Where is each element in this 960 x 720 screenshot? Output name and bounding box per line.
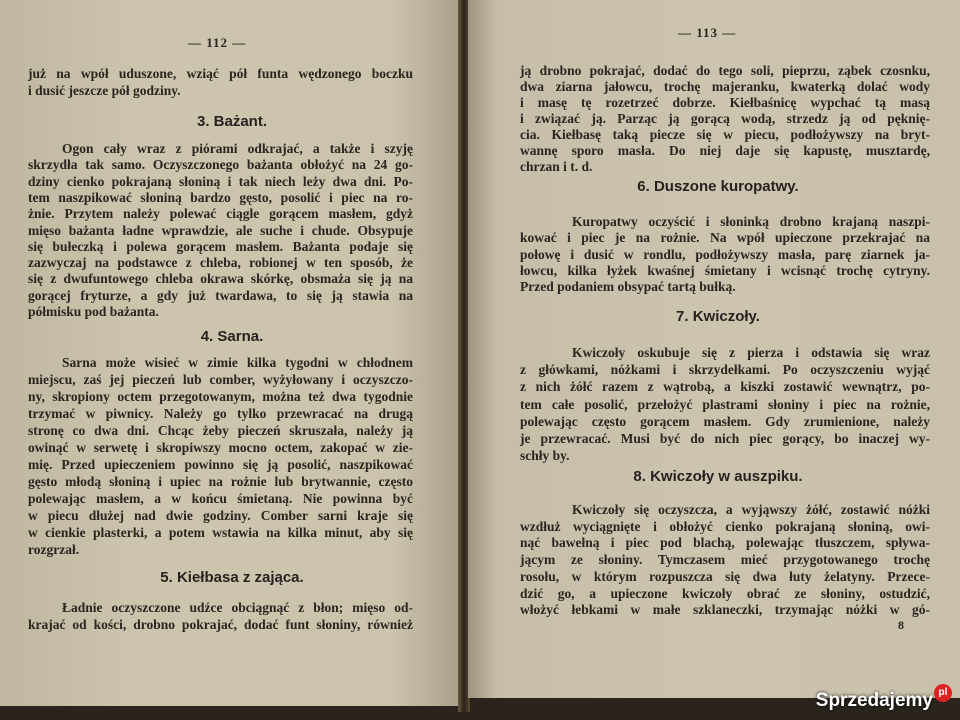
watermark-text: Sprzedajemy — [815, 690, 933, 711]
text-line: Kwiczoły oskubuje się z pierza i odstawia się wraz — [572, 345, 930, 360]
recipe-heading: 7. Kwiczoły. — [676, 308, 760, 325]
text-line: i związać ją. Parząc ją gorącą wodą, strzedz ją od pęknię- — [520, 111, 930, 126]
text-line: cia. Kiełbasę taką piecze się w piecu, podłożywszy na bryt- — [520, 127, 930, 142]
page-number: — 112 — — [188, 35, 247, 50]
text-line: się z dwufuntowego chleba okrawa skórkę, obsmaża się ją na — [28, 271, 413, 287]
recipe-heading: 5. Kiełbasa z zająca. — [160, 569, 304, 586]
signature-mark: 8 — [898, 618, 904, 632]
text-line: z główkami, nóżkami i skrzydełkami. Po oczyszczeniu wyjąć — [520, 362, 930, 378]
left-page — [0, 0, 462, 706]
text-line: Kwiczoły się oczyszcza, a wyjąwszy żółć, zostawić nóżki — [572, 502, 930, 517]
text-line: gęsto młodą słoniną i upiec na rożnie lub brytwannie, często — [28, 474, 413, 489]
text-line: już na wpół uduszone, wziąć pół funta wędzonego boczku — [28, 66, 413, 81]
text-line: ją drobno pokrajać, dodać do tego soli, pieprzu, ząbek czosnku, — [520, 63, 930, 78]
text-line: owinąć w serwetę i skropiwszy mocno octem, zakopać w zie- — [28, 440, 413, 455]
text-line: i masę tę rozetrzeć dobrze. Kiełbaśnicę wypchać tą masą — [520, 95, 930, 110]
text-line: w piecu dłużej nad dwie godziny. Comber sarni kraje się — [28, 508, 413, 523]
text-line: jącym ze słoniny. Tymczasem mieć przygotowanego trochę — [520, 552, 930, 568]
text-line: zazwyczaj na podstawce z chleba, robionej w ten sposób, że — [28, 255, 413, 271]
text-line: się bułeczką i polewa gorącem masłem. Bażanta podaje się — [28, 238, 413, 254]
text-line: ny, skropiony octem przegotowanym, można też dwa tygodnie — [28, 389, 413, 404]
text-line: tem całe posolić, przełożyć plastrami słoniny i piec na rożnie, — [520, 396, 930, 412]
text-line: w cienkie plasterki, a potem wstawia na kilka minut, aby się — [28, 525, 413, 540]
text-line: mięso bażanta ładne wprawdzie, ale suche i chude. Obsypuje — [28, 222, 413, 238]
text-line: Sarna może wisieć w zimie kilka tygodni w chłodnem — [62, 355, 413, 370]
text-line: półmisku pod bażanta. — [28, 304, 159, 319]
text-line: krajać od kości, drobno pokrajać, dodać funt słoniny, również — [28, 616, 413, 632]
text-line: dwa ziarna jałowcu, trochę majeranku, kwaterką dolać wody — [520, 79, 930, 94]
text-line: polewając masłem, a w końcu śmietaną. Nie powinna być — [28, 491, 413, 506]
text-line: Ładnie oczyszczone udźce obciągnąć z błon; mięso od- — [62, 600, 413, 615]
text-line: kować i piec je na rożnie. Na wpół upieczone przekrajać na — [520, 230, 930, 246]
text-line: mię. Przed upieczeniem powinno się ją posolić, naszpikować — [28, 457, 413, 472]
text-line: z nich żółć razem z wątrobą, a kiszki zostawić wewnątrz, po- — [520, 379, 930, 395]
text-line: wzdłuż wyciągnięte i obłożyć cienko pokrajaną słoniną, owi- — [520, 518, 930, 534]
watermark-logo — [815, 687, 952, 712]
text-line: połowę i dusić w rondlu, podłożywszy masła, parę ziarnek ja- — [520, 246, 930, 262]
recipe-heading: 3. Bażant. — [196, 113, 268, 130]
text-line: gorącej fryturze, a gdy już twardawa, to się ją stawia na — [28, 287, 413, 303]
text-line: rosołu, w którym rozpuszcza się dwa łuty żelatyny. Przece- — [520, 568, 930, 584]
text-line: nąć bawełną i piec pod blachą, polewając tłuszczem, spływa- — [520, 535, 930, 551]
text-line: chrzan i t. d. — [520, 159, 593, 174]
text-line: je przewracać. Musi być do nich piec gorący, bo inaczej wy- — [520, 431, 930, 446]
text-line: i dusić jeszcze pół godziny. — [28, 82, 181, 98]
text-line: łowcu, kilka łyżek kwaśnej śmietany i wcisnąć trochę cytryny. — [520, 262, 930, 278]
text-line: polewając często gorącem masłem. Gdy zrumienione, należy — [520, 413, 930, 429]
text-line: tem naszpikować słoniną bardzo gęsto, posolić i piec na ro- — [28, 189, 413, 205]
right-page — [468, 0, 960, 698]
text-line: Ogon cały wraz z piórami odkrajać, a także i szyję — [62, 141, 413, 156]
text-line: wannę sporo masła. Do niej daje się kapustę, musztardę, — [520, 143, 930, 158]
text-line: trzymać w piwnicy. Należy go tylko przewracać na drugą — [28, 406, 413, 421]
watermark-badge: pl — [934, 684, 952, 702]
text-line: włożyć łebkami w małe szklaneczki, trzymając nóżki w gó- — [520, 602, 930, 618]
text-line: żnie. Przytem należy polewać ciągle gorącem masłem, gdyż — [28, 206, 413, 222]
text-line: Kuropatwy oczyścić i słoninką drobno krajaną naszpi- — [572, 214, 930, 229]
text-line: rozgrzał. — [28, 542, 80, 557]
text-line: Przed podaniem obsypać tartą bułką. — [520, 279, 736, 295]
recipe-heading: 4. Sarna. — [200, 328, 264, 345]
recipe-heading: 8. Kwiczoły w auszpiku. — [633, 468, 803, 485]
text-line: dzić go, a upieczone kwiczoły obrać ze słoniny, ostudzić, — [520, 585, 930, 601]
text-line: miejscu, zaś jej pieczeń lub comber, wyżyłowany i oczyszczo- — [28, 372, 413, 387]
page-number: — 113 — — [678, 25, 737, 40]
text-line: dziny cienko pokrajaną słoniną i tak niech leży dwa dni. Po- — [28, 173, 413, 189]
text-line: skrzydła tak samo. Oczyszczonego bażanta obłożyć na 24 go- — [28, 157, 413, 173]
text-line: schły by. — [520, 448, 570, 464]
recipe-heading: 6. Duszone kuropatwy. — [637, 178, 799, 195]
text-line: stronę co dwa dni. Chcąc żeby pieczeń skruszała, należy ją — [28, 423, 413, 438]
